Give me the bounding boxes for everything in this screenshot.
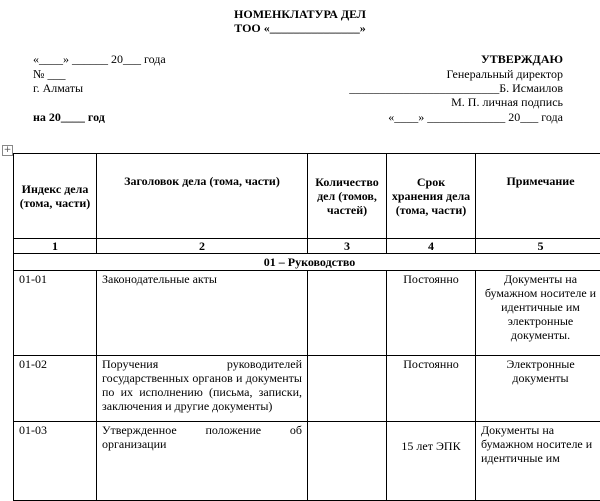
row-count [308,422,387,501]
stamp-label: М. П. личная подпись [451,95,563,109]
row-title: Законодательные акты [97,271,308,356]
row-index: 01-03 [14,422,97,501]
right-date-line: «____» _____________ 20___ года [388,110,563,124]
row-term: 15 лет ЭПК [387,422,476,501]
table-row [14,356,600,422]
column-number: 1 [14,239,97,254]
column-number: 4 [387,239,476,254]
row-term: Постоянно [387,271,476,356]
header-note: Примечание [476,154,600,239]
column-number-row [14,239,600,254]
row-note: Документы на бумажном носителе и идентичные им электронные документы. [476,271,600,356]
city: г. Алматы [33,81,83,95]
header-index: Индекс дела (тома, части) [14,154,97,239]
section-row [14,254,600,271]
table-row [14,422,600,501]
table-header-row [14,154,600,239]
row-count [308,271,387,356]
director-position: Генеральный директор [446,67,563,81]
document-number: № ___ [33,67,65,81]
document-title: НОМЕНКЛАТУРА ДЕЛ [0,7,600,21]
table-move-handle-icon[interactable]: + [2,145,13,156]
section-title: 01 – Руководство [14,254,600,271]
column-number: 3 [308,239,387,254]
row-count [308,356,387,422]
year-line: на 20____ год [33,110,105,124]
row-title: Поручения руководителей государственных органов и документы по их исполнению (письма, записки, заключения и другие документы) [97,356,308,422]
row-note: Документы на бумажном носителе и идентичные им [476,422,600,501]
table-row [14,271,600,356]
row-title: Утвержденное положение об организации [97,422,308,501]
approve-label: УТВЕРЖДАЮ [481,52,563,66]
row-index: 01-02 [14,356,97,422]
column-number: 2 [97,239,308,254]
nomenclature-table [13,153,600,501]
signature-line: _________________________Б. Исмаилов [349,81,563,95]
column-number: 5 [476,239,600,254]
company-name: ТОО «_______________» [0,21,600,35]
left-date-line: «____» ______ 20___ года [33,52,166,66]
row-index: 01-01 [14,271,97,356]
header-count: Количество дел (томов, частей) [308,154,387,239]
row-term: Постоянно [387,356,476,422]
header-title: Заголовок дела (тома, части) [97,154,308,239]
header-term: Срок хранения дела (тома, части) [387,154,476,239]
row-note: Электронные документы [476,356,600,422]
